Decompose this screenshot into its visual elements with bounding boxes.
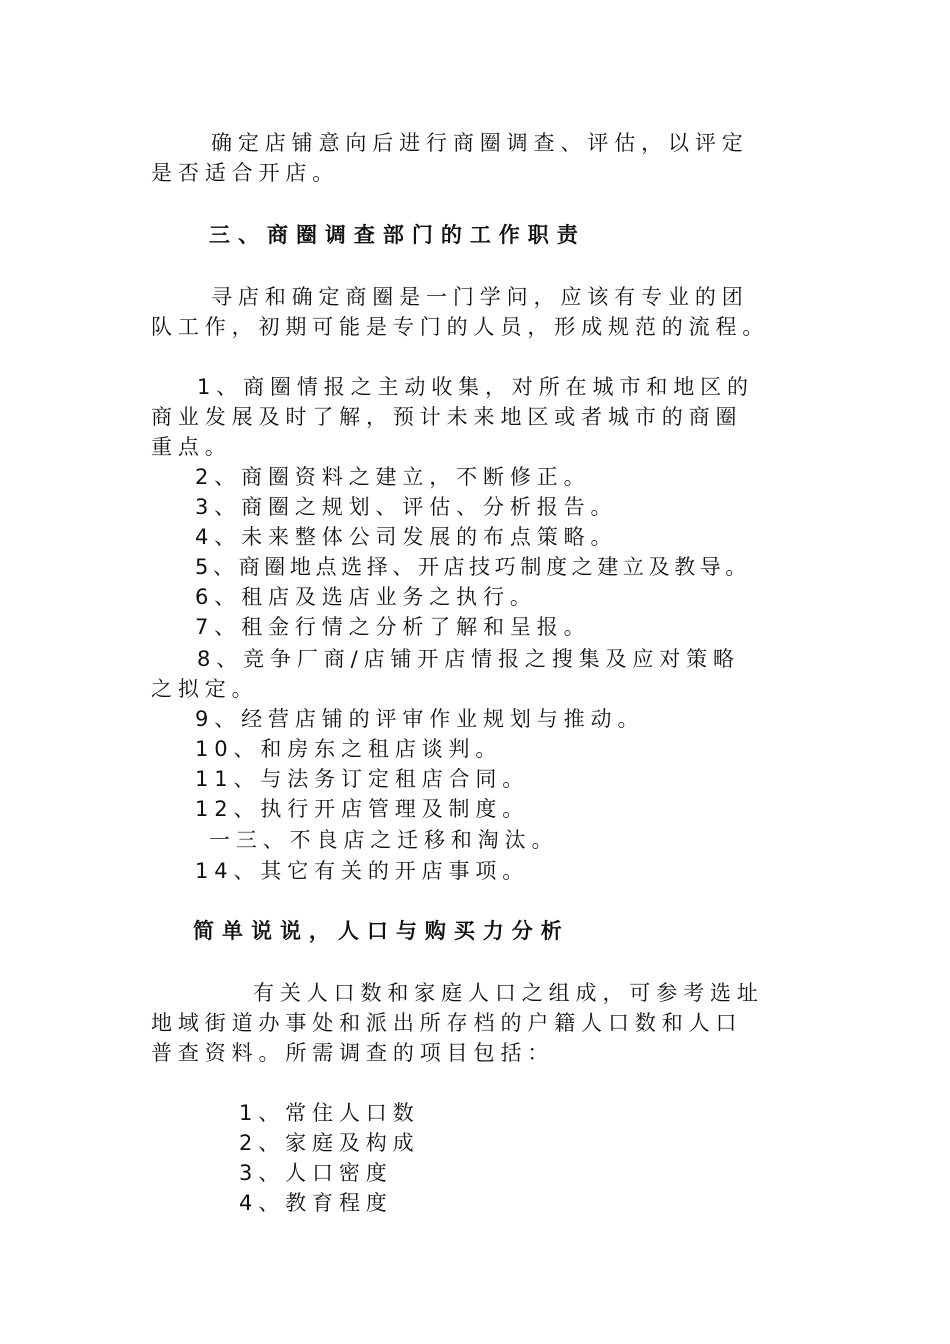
list-item: 5、商圈地点选择、开店技巧制度之建立及教导。 xyxy=(195,555,751,579)
list-item: 9、经营店铺的评审作业规划与推动。 xyxy=(195,707,645,731)
list-item: 7、租金行情之分析了解和呈报。 xyxy=(195,615,591,639)
section-paragraph-line-2: 队工作，初期可能是专门的人员，形成规范的流程。 xyxy=(151,315,770,339)
population-paragraph-line-2: 地域街道办事处和派出所存档的户籍人口数和人口 xyxy=(151,1011,743,1035)
population-paragraph-line-1: 有关人口数和家庭人口之组成，可参考选址 xyxy=(253,981,764,1005)
list-item-continuation: 重点。 xyxy=(151,435,232,459)
list-item-continuation: 商业发展及时了解，预计未来地区或者城市的商圈 xyxy=(151,405,743,429)
list-item: 3、商圈之规划、评估、分析报告。 xyxy=(195,495,618,519)
list-item-continuation: 之拟定。 xyxy=(151,677,259,701)
survey-item: 2、家庭及构成 xyxy=(239,1131,420,1155)
list-item: 12、执行开店管理及制度。 xyxy=(195,797,530,821)
section-paragraph-line-1: 寻店和确定商圈是一门学问，应该有专业的团 xyxy=(211,285,749,309)
list-item: 14、其它有关的开店事项。 xyxy=(195,859,530,883)
list-item: 11、与法务订定租店合同。 xyxy=(195,767,530,791)
population-paragraph-line-3: 普查资料。所需调查的项目包括： xyxy=(151,1041,555,1065)
intro-line-1: 确定店铺意向后进行商圈调查、评估，以评定 xyxy=(211,131,749,155)
survey-item: 4、教育程度 xyxy=(239,1191,393,1215)
list-item: 6、租店及选店业务之执行。 xyxy=(195,585,537,609)
list-item: 1、商圈情报之主动收集，对所在城市和地区的 xyxy=(197,375,754,399)
list-item: 10、和房东之租店谈判。 xyxy=(195,737,503,761)
list-item: 一三、不良店之迁移和淘汰。 xyxy=(209,828,559,852)
list-item: 4、未来整体公司发展的布点策略。 xyxy=(195,525,618,549)
survey-item: 3、人口密度 xyxy=(239,1161,393,1185)
intro-line-2: 是否适合开店。 xyxy=(151,161,340,185)
list-item: 2、商圈资料之建立，不断修正。 xyxy=(195,465,591,489)
list-item: 8、竞争厂商/店铺开店情报之搜集及应对策略 xyxy=(197,647,740,671)
survey-item: 1、常住人口数 xyxy=(239,1101,420,1125)
section-heading: 三、商圈调查部门的工作职责 xyxy=(209,223,586,247)
population-heading: 简单说说，人口与购买力分析 xyxy=(193,919,570,943)
